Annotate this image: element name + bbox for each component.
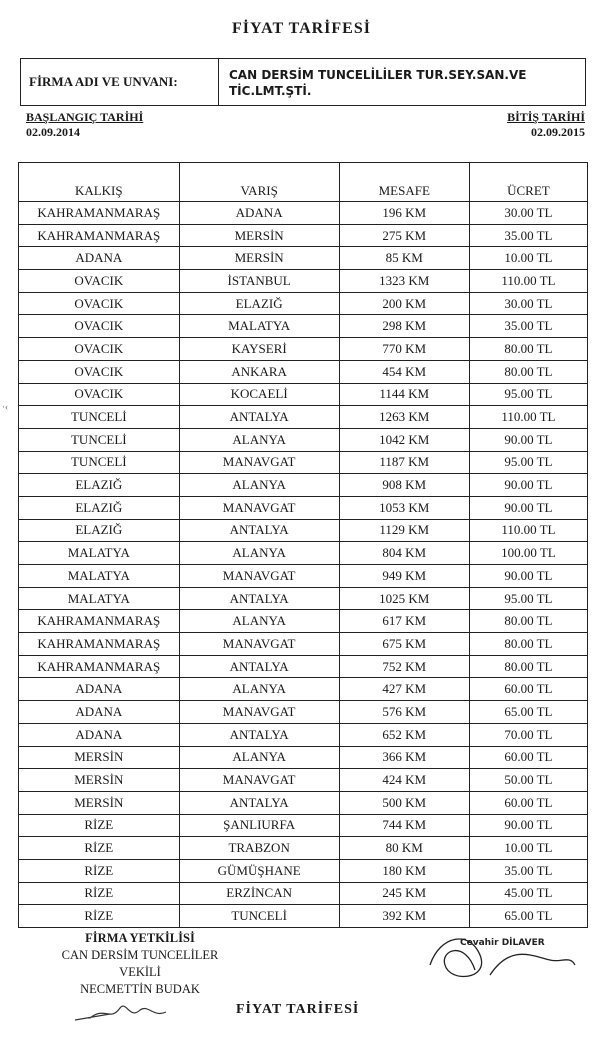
price-cell: 35.00 TL <box>469 859 587 882</box>
departure-cell: ADANA <box>19 247 180 270</box>
price-cell: 60.00 TL <box>469 746 587 769</box>
table-row <box>19 814 588 837</box>
arrival-cell: MANAVGAT <box>179 451 339 474</box>
departure-cell: KAHRAMANMARAŞ <box>19 224 180 247</box>
table-row <box>19 565 588 588</box>
table-row <box>19 360 588 383</box>
table-row <box>19 882 588 905</box>
price-cell: 90.00 TL <box>469 814 587 837</box>
arrival-cell: ANKARA <box>179 360 339 383</box>
table-row <box>19 474 588 497</box>
price-cell: 80.00 TL <box>469 338 587 361</box>
distance-cell: 1025 KM <box>339 587 469 610</box>
price-cell: 35.00 TL <box>469 224 587 247</box>
arrival-cell: MERSİN <box>179 247 339 270</box>
table-row <box>19 542 588 565</box>
table-header-row <box>19 163 588 202</box>
distance-cell: 200 KM <box>339 292 469 315</box>
signature-block <box>40 930 240 998</box>
signature-title: FİRMA YETKİLİSİ <box>85 931 195 945</box>
arrival-cell: ADANA <box>179 202 339 225</box>
departure-cell: KAHRAMANMARAŞ <box>19 633 180 656</box>
distance-cell: 366 KM <box>339 746 469 769</box>
departure-cell: TUNCELİ <box>19 428 180 451</box>
header-distance: MESAFE <box>339 163 469 202</box>
arrival-cell: MALATYA <box>179 315 339 338</box>
departure-cell: RİZE <box>19 837 180 860</box>
distance-cell: 576 KM <box>339 701 469 724</box>
price-cell: 90.00 TL <box>469 565 587 588</box>
distance-cell: 744 KM <box>339 814 469 837</box>
table-row <box>19 678 588 701</box>
arrival-cell: ANTALYA <box>179 791 339 814</box>
start-date-label: BAŞLANGIÇ TARİHİ <box>26 110 144 124</box>
arrival-cell: MANAVGAT <box>179 701 339 724</box>
departure-cell: RİZE <box>19 814 180 837</box>
header-price: ÜCRET <box>469 163 587 202</box>
tariff-body <box>19 202 588 928</box>
firm-name-line-2: TİC.LMT.ŞTİ. <box>229 84 312 98</box>
arrival-cell: ALANYA <box>179 474 339 497</box>
signature-company: CAN DERSİM TUNCELİLER <box>61 948 219 962</box>
arrival-cell: ANTALYA <box>179 655 339 678</box>
table-row <box>19 247 588 270</box>
handwritten-signature-icon <box>70 996 190 1026</box>
departure-cell: ADANA <box>19 723 180 746</box>
arrival-cell: İSTANBUL <box>179 270 339 293</box>
table-row <box>19 723 588 746</box>
distance-cell: 500 KM <box>339 791 469 814</box>
departure-cell: TUNCELİ <box>19 406 180 429</box>
distance-cell: 245 KM <box>339 882 469 905</box>
price-cell: 10.00 TL <box>469 837 587 860</box>
price-cell: 30.00 TL <box>469 202 587 225</box>
departure-cell: OVACIK <box>19 383 180 406</box>
price-cell: 10.00 TL <box>469 247 587 270</box>
departure-cell: ELAZIĞ <box>19 474 180 497</box>
distance-cell: 1263 KM <box>339 406 469 429</box>
departure-cell: MALATYA <box>19 587 180 610</box>
distance-cell: 1323 KM <box>339 270 469 293</box>
departure-cell: RİZE <box>19 859 180 882</box>
price-cell: 95.00 TL <box>469 383 587 406</box>
distance-cell: 392 KM <box>339 905 469 928</box>
table-row <box>19 701 588 724</box>
arrival-cell: MERSİN <box>179 224 339 247</box>
table-row <box>19 610 588 633</box>
departure-cell: OVACIK <box>19 292 180 315</box>
table-row <box>19 383 588 406</box>
firm-label: FİRMA ADI VE UNVANI: <box>21 59 219 105</box>
distance-cell: 196 KM <box>339 202 469 225</box>
table-row <box>19 224 588 247</box>
stamp-icon <box>420 925 580 985</box>
distance-cell: 675 KM <box>339 633 469 656</box>
table-row <box>19 746 588 769</box>
distance-cell: 1129 KM <box>339 519 469 542</box>
arrival-cell: MANAVGAT <box>179 769 339 792</box>
price-cell: 110.00 TL <box>469 270 587 293</box>
stamp-text: Cevahir DİLAVER <box>460 938 545 948</box>
distance-cell: 85 KM <box>339 247 469 270</box>
header-arrival: VARIŞ <box>179 163 339 202</box>
table-row <box>19 769 588 792</box>
table-row <box>19 655 588 678</box>
departure-cell: MERSİN <box>19 769 180 792</box>
price-cell: 110.00 TL <box>469 519 587 542</box>
price-cell: 95.00 TL <box>469 587 587 610</box>
departure-cell: RİZE <box>19 882 180 905</box>
departure-cell: MERSİN <box>19 791 180 814</box>
price-cell: 30.00 TL <box>469 292 587 315</box>
arrival-cell: KOCAELİ <box>179 383 339 406</box>
price-cell: 110.00 TL <box>469 406 587 429</box>
distance-cell: 424 KM <box>339 769 469 792</box>
arrival-cell: KAYSERİ <box>179 338 339 361</box>
price-cell: 95.00 TL <box>469 451 587 474</box>
table-row <box>19 406 588 429</box>
table-row <box>19 428 588 451</box>
departure-cell: KAHRAMANMARAŞ <box>19 655 180 678</box>
arrival-cell: ALANYA <box>179 610 339 633</box>
table-row <box>19 292 588 315</box>
price-cell: 100.00 TL <box>469 542 587 565</box>
price-cell: 65.00 TL <box>469 701 587 724</box>
distance-cell: 1042 KM <box>339 428 469 451</box>
distance-cell: 652 KM <box>339 723 469 746</box>
price-cell: 65.00 TL <box>469 905 587 928</box>
signature-person: NECMETTİN BUDAK <box>80 982 200 996</box>
distance-cell: 275 KM <box>339 224 469 247</box>
table-row <box>19 496 588 519</box>
arrival-cell: ANTALYA <box>179 587 339 610</box>
table-row <box>19 451 588 474</box>
end-date-value: 02.09.2015 <box>531 125 585 139</box>
arrival-cell: ALANYA <box>179 746 339 769</box>
start-date-block <box>26 110 143 140</box>
table-row <box>19 202 588 225</box>
arrival-cell: ANTALYA <box>179 519 339 542</box>
firm-name <box>219 59 585 105</box>
departure-cell: OVACIK <box>19 360 180 383</box>
arrival-cell: ANTALYA <box>179 723 339 746</box>
table-row <box>19 338 588 361</box>
arrival-cell: MANAVGAT <box>179 565 339 588</box>
arrival-cell: ERZİNCAN <box>179 882 339 905</box>
distance-cell: 949 KM <box>339 565 469 588</box>
distance-cell: 427 KM <box>339 678 469 701</box>
table-row <box>19 587 588 610</box>
distance-cell: 752 KM <box>339 655 469 678</box>
price-cell: 90.00 TL <box>469 496 587 519</box>
arrival-cell: ANTALYA <box>179 406 339 429</box>
signature-role: VEKİLİ <box>119 965 161 979</box>
departure-cell: MALATYA <box>19 565 180 588</box>
price-cell: 80.00 TL <box>469 633 587 656</box>
distance-cell: 298 KM <box>339 315 469 338</box>
distance-cell: 1053 KM <box>339 496 469 519</box>
firm-name-line-1: CAN DERSİM TUNCELİLİLER TUR.SEY.SAN.VE <box>229 68 527 82</box>
firm-info-box <box>20 58 586 106</box>
price-cell: 60.00 TL <box>469 791 587 814</box>
start-date-value: 02.09.2014 <box>26 125 80 139</box>
price-cell: 50.00 TL <box>469 769 587 792</box>
table-row <box>19 837 588 860</box>
stamp-signature <box>420 925 580 985</box>
arrival-cell: ŞANLIURFA <box>179 814 339 837</box>
price-cell: 90.00 TL <box>469 428 587 451</box>
table-row <box>19 270 588 293</box>
distance-cell: 80 KM <box>339 837 469 860</box>
header-departure: KALKIŞ <box>19 163 180 202</box>
departure-cell: RİZE <box>19 905 180 928</box>
departure-cell: OVACIK <box>19 338 180 361</box>
margin-mark: ·‹ <box>2 402 8 412</box>
distance-cell: 804 KM <box>339 542 469 565</box>
price-cell: 70.00 TL <box>469 723 587 746</box>
table-row <box>19 315 588 338</box>
distance-cell: 454 KM <box>339 360 469 383</box>
arrival-cell: ALANYA <box>179 428 339 451</box>
arrival-cell: ALANYA <box>179 678 339 701</box>
distance-cell: 908 KM <box>339 474 469 497</box>
departure-cell: KAHRAMANMARAŞ <box>19 610 180 633</box>
departure-cell: OVACIK <box>19 315 180 338</box>
price-cell: 80.00 TL <box>469 655 587 678</box>
arrival-cell: MANAVGAT <box>179 633 339 656</box>
document-title: FİYAT TARİFESİ <box>232 20 371 37</box>
arrival-cell: GÜMÜŞHANE <box>179 859 339 882</box>
price-cell: 60.00 TL <box>469 678 587 701</box>
distance-cell: 1144 KM <box>339 383 469 406</box>
departure-cell: MALATYA <box>19 542 180 565</box>
distance-cell: 1187 KM <box>339 451 469 474</box>
departure-cell: ADANA <box>19 701 180 724</box>
distance-cell: 770 KM <box>339 338 469 361</box>
price-cell: 35.00 TL <box>469 315 587 338</box>
departure-cell: TUNCELİ <box>19 451 180 474</box>
departure-cell: ELAZIĞ <box>19 519 180 542</box>
arrival-cell: TUNCELİ <box>179 905 339 928</box>
distance-cell: 180 KM <box>339 859 469 882</box>
distance-cell: 617 KM <box>339 610 469 633</box>
tariff-table <box>18 162 588 928</box>
footer-title: FİYAT TARİFESİ <box>236 1002 360 1017</box>
departure-cell: ADANA <box>19 678 180 701</box>
arrival-cell: TRABZON <box>179 837 339 860</box>
arrival-cell: MANAVGAT <box>179 496 339 519</box>
table-row <box>19 633 588 656</box>
price-cell: 80.00 TL <box>469 610 587 633</box>
end-date-label: BİTİŞ TARİHİ <box>507 110 585 124</box>
price-cell: 80.00 TL <box>469 360 587 383</box>
table-row <box>19 791 588 814</box>
price-cell: 90.00 TL <box>469 474 587 497</box>
end-date-block <box>507 110 585 140</box>
departure-cell: MERSİN <box>19 746 180 769</box>
departure-cell: ELAZIĞ <box>19 496 180 519</box>
table-row <box>19 519 588 542</box>
departure-cell: KAHRAMANMARAŞ <box>19 202 180 225</box>
arrival-cell: ALANYA <box>179 542 339 565</box>
arrival-cell: ELAZIĞ <box>179 292 339 315</box>
table-row <box>19 859 588 882</box>
departure-cell: OVACIK <box>19 270 180 293</box>
price-cell: 45.00 TL <box>469 882 587 905</box>
